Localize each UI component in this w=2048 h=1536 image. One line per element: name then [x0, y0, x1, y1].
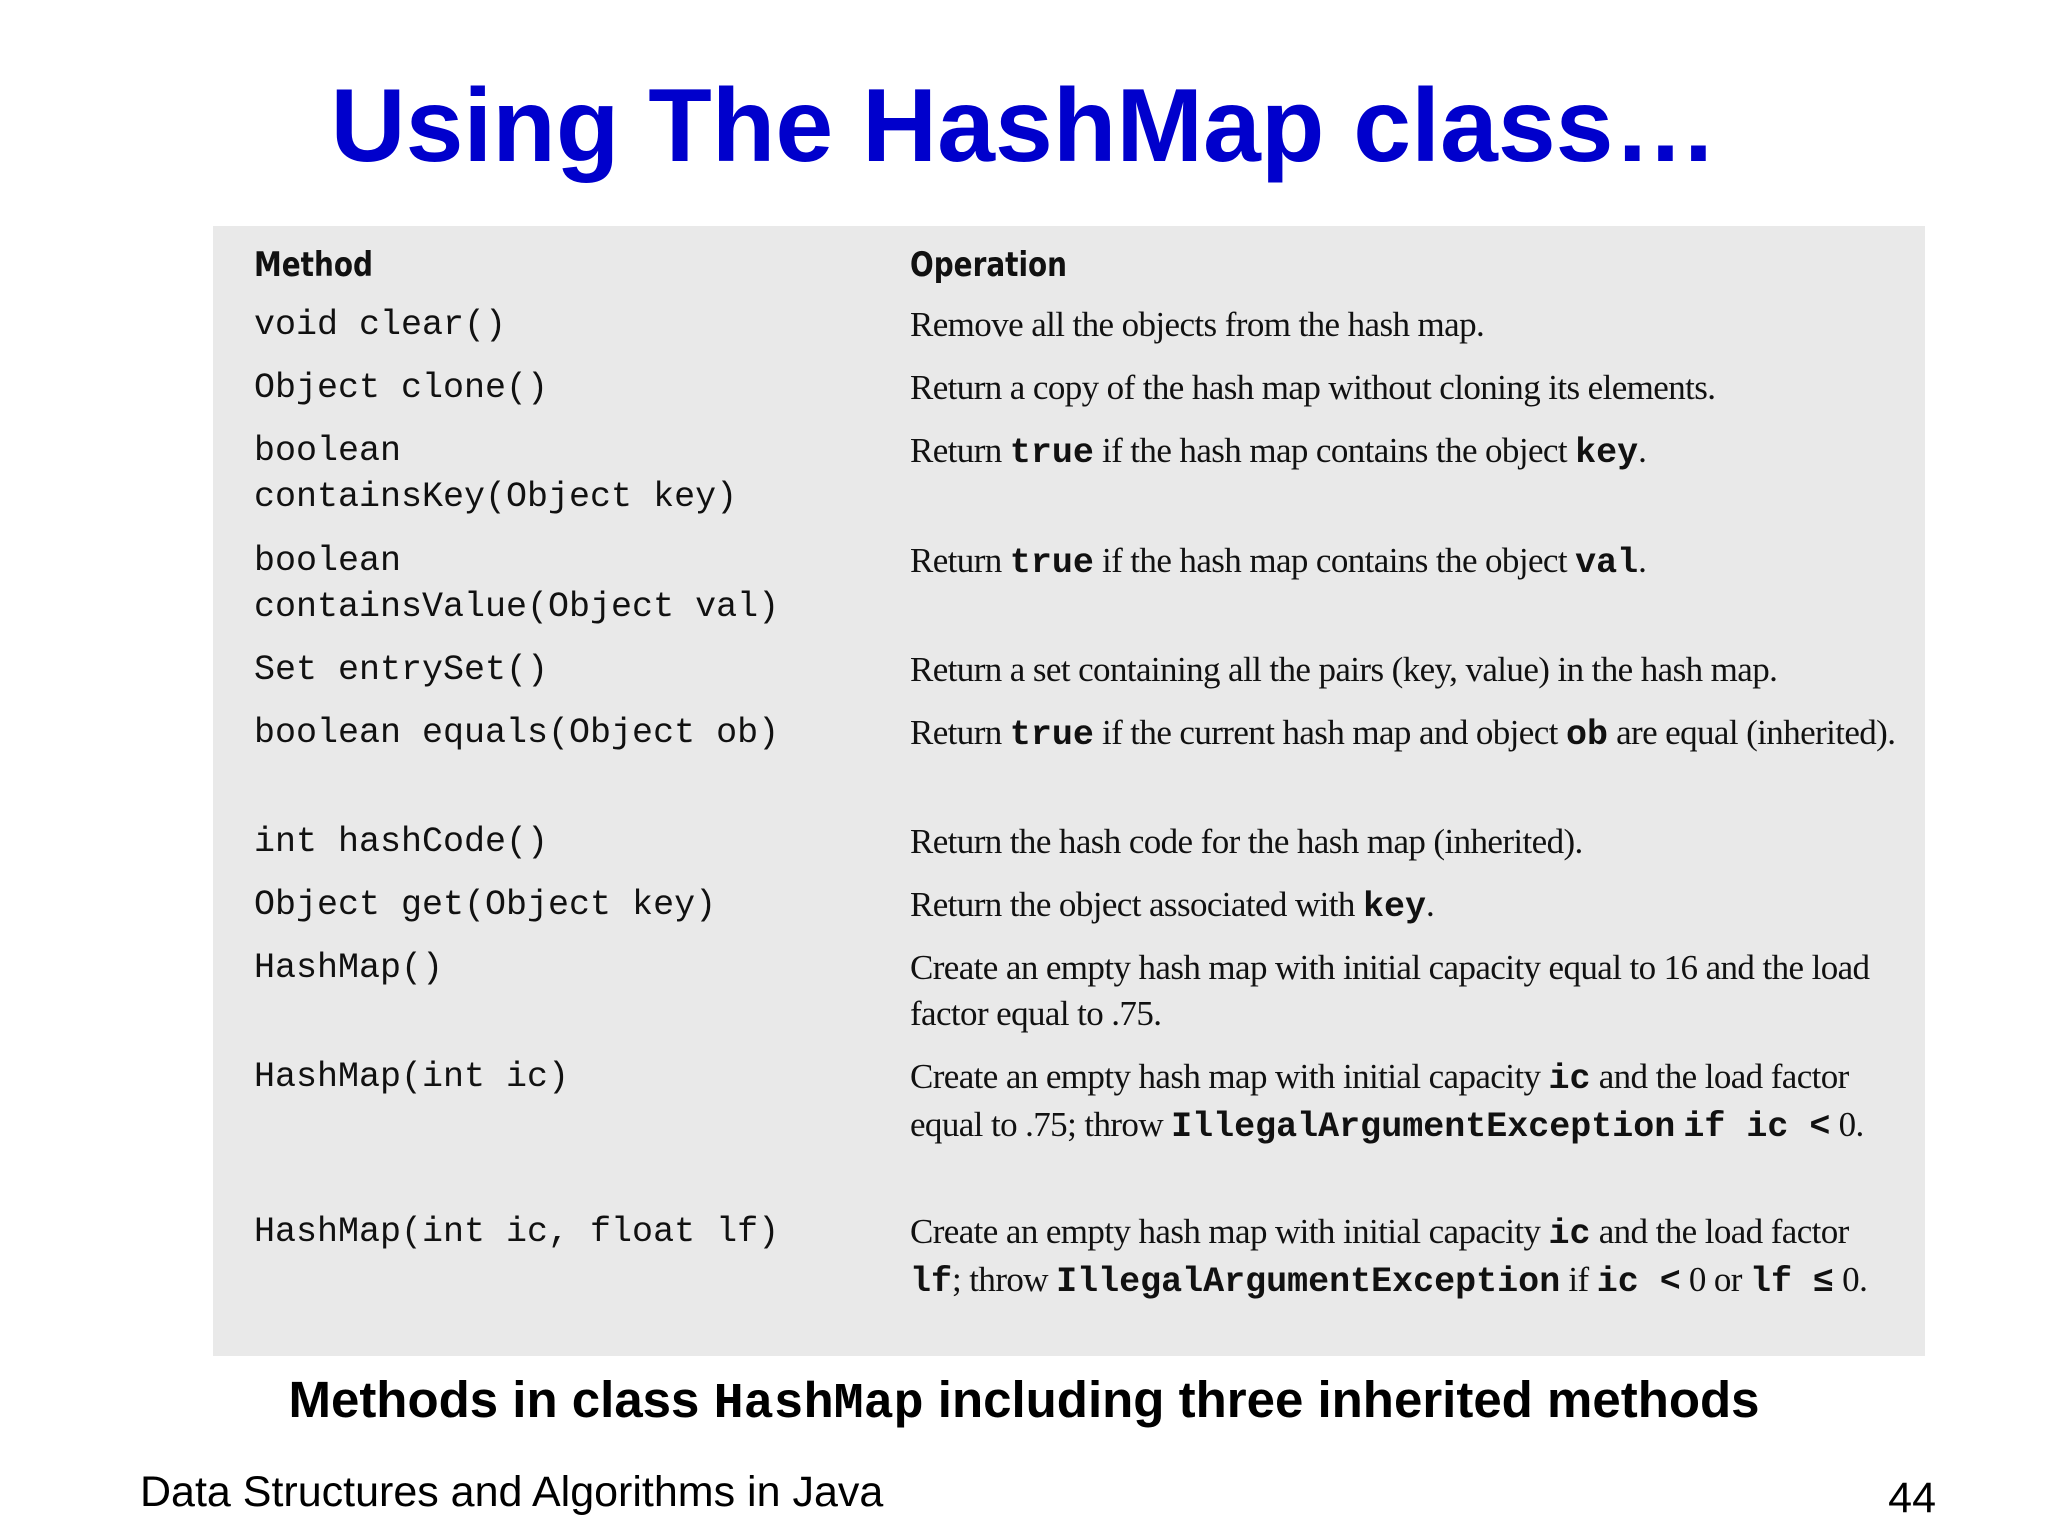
operation-description	[910, 428, 1900, 476]
operation-text: Return	[910, 431, 1010, 470]
method-signature	[254, 882, 854, 928]
method-signature	[254, 302, 854, 348]
caption-text-after: including three inherited methods	[923, 1371, 1760, 1428]
method-signature	[254, 945, 854, 991]
operation-text: if the hash map contains the object	[1093, 541, 1576, 580]
operation-text: Return a set containing all the pairs (key, value) in the hash map.	[910, 650, 1778, 689]
operation-description	[910, 819, 1900, 865]
inline-code: val	[1575, 543, 1639, 583]
operation-description	[910, 1054, 1900, 1150]
operation-text: if	[1560, 1260, 1597, 1299]
method-signature-line: Set entrySet()	[254, 650, 549, 690]
operation-description	[910, 365, 1900, 411]
method-signature	[254, 1209, 854, 1255]
operation-text: if the current hash map and object	[1093, 713, 1566, 752]
inline-code: ob	[1565, 715, 1608, 755]
method-signature-line: void clear()	[254, 305, 507, 345]
operation-text: .	[1425, 885, 1435, 924]
operation-text: Return a copy of the hash map without cloning its elements.	[910, 368, 1716, 407]
operation-text: are equal (inherited).	[1607, 713, 1896, 752]
operation-text: if the hash map contains the object	[1093, 431, 1576, 470]
method-signature-line: boolean equals(Object ob)	[254, 713, 780, 753]
method-signature	[254, 1054, 854, 1100]
inline-code: if ic <	[1683, 1107, 1831, 1147]
slide-title: Using The HashMap class…	[330, 68, 1718, 184]
operation-text: Return	[910, 541, 1010, 580]
inline-code: ic	[1548, 1059, 1591, 1099]
method-signature-line: Object get(Object key)	[254, 885, 717, 925]
operation-text: Create an empty hash map with initial capacity	[910, 1057, 1549, 1096]
operation-text: Return	[910, 713, 1010, 752]
operation-column-header: Operation	[910, 245, 1068, 285]
operation-text: .	[1638, 431, 1647, 470]
method-signature	[254, 819, 854, 865]
method-signature-line: HashMap(int ic, float lf)	[254, 1212, 780, 1252]
operation-description	[910, 647, 1900, 693]
inline-code: ic	[1548, 1214, 1591, 1254]
operation-description	[910, 882, 1900, 930]
operation-text: and the load factor equal to .75; throw	[910, 1057, 1849, 1144]
inline-code: ic <	[1596, 1262, 1681, 1302]
page-number: 44	[1888, 1474, 1936, 1522]
method-signature-line: containsValue(Object val)	[254, 587, 780, 627]
operation-description	[910, 1209, 1900, 1305]
inline-code: key	[1362, 887, 1426, 927]
footer-course-title: Data Structures and Algorithms in Java	[140, 1468, 884, 1516]
inline-code: key	[1575, 433, 1639, 473]
operation-text: and the load factor	[1590, 1212, 1849, 1251]
method-signature-line: boolean	[254, 431, 402, 471]
operation-text: .	[1638, 541, 1647, 580]
inline-code: lf ≤	[1750, 1262, 1835, 1302]
method-signature	[254, 365, 854, 411]
method-signature	[254, 428, 854, 520]
operation-text: Return the object associated with	[910, 885, 1363, 924]
method-signature-line: boolean	[254, 541, 402, 581]
inline-code: lf	[910, 1262, 953, 1302]
operation-text: Return the hash code for the hash map (inherited).	[910, 822, 1583, 861]
operation-text: 0.	[1834, 1260, 1868, 1299]
method-signature-line: Object clone()	[254, 368, 549, 408]
operation-text: Remove all the objects from the hash map.	[910, 305, 1485, 344]
operation-description	[910, 710, 1900, 758]
method-signature	[254, 647, 854, 693]
table-caption	[0, 1368, 2048, 1437]
operation-description	[910, 538, 1900, 586]
caption-text-before: Methods in class	[288, 1371, 714, 1428]
method-signature	[254, 538, 854, 630]
operation-text: 0 or	[1680, 1260, 1751, 1299]
operation-description	[910, 302, 1900, 348]
operation-text: ; throw	[952, 1260, 1057, 1299]
inline-code: true	[1009, 433, 1094, 473]
caption-class-name: HashMap	[713, 1376, 924, 1433]
operation-text: Create an empty hash map with initial capacity equal to 16 and the load factor equal to .75.	[910, 948, 1870, 1033]
method-signature-line: containsKey(Object key)	[254, 477, 738, 517]
methods-table	[213, 226, 1925, 1356]
operation-text: 0.	[1830, 1105, 1864, 1144]
method-signature-line: HashMap(int ic)	[254, 1057, 570, 1097]
inline-code: true	[1009, 715, 1094, 755]
inline-code: IllegalArgumentException	[1171, 1107, 1676, 1147]
method-column-header: Method	[254, 245, 373, 285]
method-signature-line: int hashCode()	[254, 822, 549, 862]
method-signature	[254, 710, 854, 756]
inline-code: true	[1009, 543, 1094, 583]
operation-description	[910, 945, 1900, 1037]
method-signature-line: HashMap()	[254, 948, 444, 988]
inline-code: IllegalArgumentException	[1056, 1262, 1561, 1302]
operation-text: Create an empty hash map with initial capacity	[910, 1212, 1549, 1251]
